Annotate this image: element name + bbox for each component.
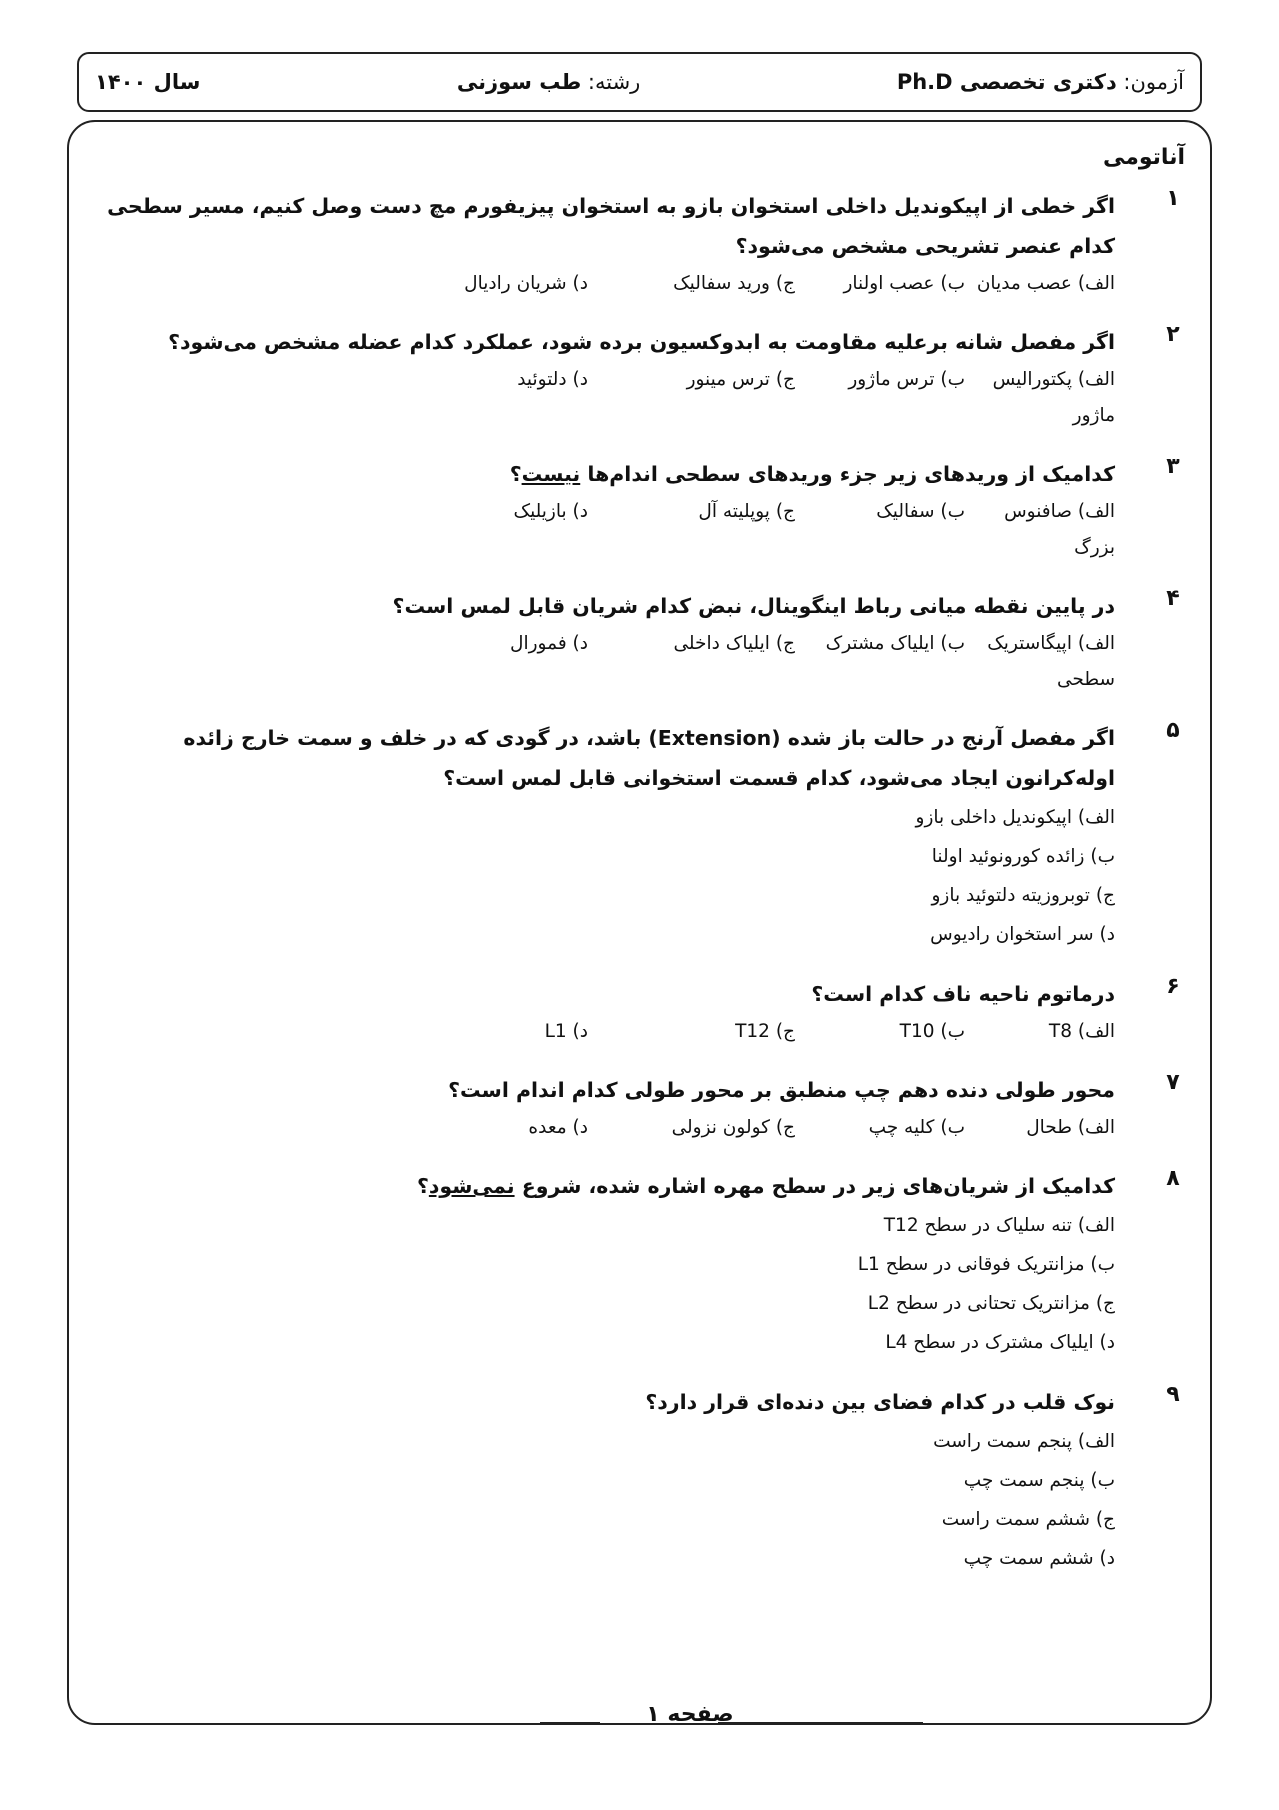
question-8 [90, 1166, 1185, 1362]
question-number: ۲ [1166, 322, 1180, 347]
question-4 [90, 586, 1185, 698]
question-number: ۱ [1166, 186, 1180, 211]
option-c[interactable]: ج) کولون نزولی [671, 1117, 795, 1138]
question-text-end: ؟ [509, 462, 522, 486]
option-d[interactable]: د) فمورال [510, 633, 588, 654]
option-d[interactable]: د) ششم سمت چپ [963, 1548, 1115, 1569]
question-text-end: ؟ [416, 1174, 429, 1198]
option-b[interactable]: ب) عصب اولنار [843, 273, 965, 294]
option-d[interactable]: د) سر استخوان رادیوس [930, 924, 1115, 945]
options-row [90, 362, 1115, 434]
question-text: در پایین نقطه میانی رباط اینگوینال، نبض کدام شریان قابل لمس است؟ [392, 594, 1115, 618]
option-d[interactable]: د) L1 [544, 1021, 588, 1042]
options-row [90, 266, 1115, 302]
option-b[interactable]: ب) کلیه چپ [868, 1117, 965, 1138]
underlined-word: نمی‌شود [428, 1174, 515, 1198]
question-2 [90, 322, 1185, 434]
question-text: اگر مفصل آرنج در حالت باز شده (Extension) باشد، در گودی که در خلف و سمت خارج زائده اوله‌کرانون ایجاد می‌شود، کدام قسمت استخوانی قابل لمس است؟ [183, 726, 1115, 790]
option-d[interactable]: د) بازیلیک [513, 501, 588, 522]
option-d[interactable]: د) معده [528, 1117, 588, 1138]
underlined-word: نیست [521, 462, 581, 486]
option-b[interactable]: ب) ترس ماژور [848, 369, 965, 390]
option-a[interactable]: الف) پکتورالیس ماژور [992, 369, 1115, 426]
question-number: ۵ [1166, 718, 1180, 743]
option-d[interactable]: د) دلتوئید [517, 369, 588, 390]
option-a[interactable]: الف) اپیکوندیل داخلی بازو [915, 807, 1115, 828]
question-number: ۳ [1166, 454, 1180, 479]
option-c[interactable]: ج) توبروزیته دلتوئید بازو [931, 885, 1115, 906]
option-c[interactable]: ج) T12 [735, 1021, 795, 1042]
options-column [90, 1206, 1115, 1362]
question-text-start: کدامیک از شریان‌های زیر در سطح مهره اشاره شده، شروع [514, 1174, 1115, 1198]
question-number: ۴ [1166, 586, 1180, 611]
option-a[interactable]: الف) پنجم سمت راست [933, 1431, 1115, 1452]
option-b[interactable]: ب) پنجم سمت چپ [963, 1470, 1115, 1491]
option-b[interactable]: ب) زائده کورونوئید اولنا [931, 846, 1115, 867]
exam-label: آزمون: [1123, 70, 1184, 94]
options-row [90, 494, 1115, 566]
question-text-start: کدامیک از وریدهای زیر جزء وریدهای سطحی اندام‌ها [580, 462, 1115, 486]
question-number: ۶ [1166, 974, 1180, 999]
question-9 [90, 1382, 1185, 1578]
option-c[interactable]: ج) ایلیاک داخلی [673, 633, 795, 654]
question-text: محور طولی دنده دهم چپ منطبق بر محور طولی کدام اندام است؟ [448, 1078, 1115, 1102]
question-text [90, 454, 1115, 494]
field-value: طب سوزنی [456, 70, 582, 94]
question-3 [90, 454, 1185, 566]
question-text: نوک قلب در کدام فضای بین دنده‌ای قرار دارد؟ [645, 1390, 1115, 1414]
question-text: اگر خطی از اپیکوندیل داخلی استخوان بازو به استخوان پیزیفورم مچ دست وصل کنیم، مسیر سطحی کدام عنصر تشریحی مشخص می‌شود؟ [107, 194, 1115, 258]
option-d[interactable]: د) ایلیاک مشترک در سطح L4 [885, 1332, 1115, 1353]
question-number: ۹ [1166, 1382, 1180, 1407]
question-6 [90, 974, 1185, 1050]
option-a[interactable]: الف) عصب مدیان [976, 273, 1115, 294]
field-label: رشته: [587, 70, 641, 94]
question-text: اگر مفصل شانه برعلیه مقاومت به ابدوکسیون برده شود، عملکرد کدام عضله مشخص می‌شود؟ [168, 330, 1115, 354]
options-column [90, 798, 1115, 954]
question-1 [90, 186, 1185, 302]
option-a[interactable]: الف) T8 [1048, 1021, 1115, 1042]
option-b[interactable]: ب) T10 [899, 1021, 965, 1042]
section-title: آناتومی [1103, 145, 1185, 170]
option-a[interactable]: الف) طحال [1026, 1117, 1115, 1138]
option-c[interactable]: ج) پوپلیته آل [698, 501, 795, 522]
option-b[interactable]: ب) ایلیاک مشترک [825, 633, 965, 654]
option-c[interactable]: ج) مزانتریک تحتانی در سطح L2 [867, 1293, 1115, 1314]
question-text [90, 1166, 1115, 1206]
exam-year [95, 70, 200, 94]
page-number: صفحه ۱ [646, 1702, 734, 1727]
option-b[interactable]: ب) مزانتریک فوقانی در سطح L1 [857, 1254, 1115, 1275]
option-b[interactable]: ب) سفالیک [876, 501, 965, 522]
options-row [90, 1014, 1115, 1050]
question-number: ۷ [1166, 1070, 1180, 1095]
question-5 [90, 718, 1185, 954]
question-text: درماتوم ناحیه ناف کدام است؟ [811, 982, 1115, 1006]
question-number: ۸ [1166, 1166, 1180, 1191]
exam-value: دکتری تخصصی Ph.D [896, 70, 1117, 94]
question-7 [90, 1070, 1185, 1146]
questions-area [90, 145, 1185, 1598]
option-c[interactable]: ج) ورید سفالیک [673, 273, 795, 294]
options-row [90, 626, 1115, 698]
exam-header [77, 52, 1202, 112]
option-a[interactable]: الف) صافنوس بزرگ [1004, 501, 1115, 558]
option-c[interactable]: ج) ششم سمت راست [941, 1509, 1115, 1530]
year-value: سال ۱۴۰۰ [95, 70, 201, 94]
options-row [90, 1110, 1115, 1146]
option-d[interactable]: د) شریان رادیال [464, 273, 588, 294]
field-title [457, 70, 640, 94]
options-column [90, 1422, 1115, 1578]
option-a[interactable]: الف) تنه سلیاک در سطح T12 [883, 1215, 1115, 1236]
option-a[interactable]: الف) اپیگاستریک سطحی [987, 633, 1115, 690]
option-c[interactable]: ج) ترس مینور [686, 369, 795, 390]
exam-title [897, 70, 1184, 94]
page-footer [0, 1700, 1279, 1740]
